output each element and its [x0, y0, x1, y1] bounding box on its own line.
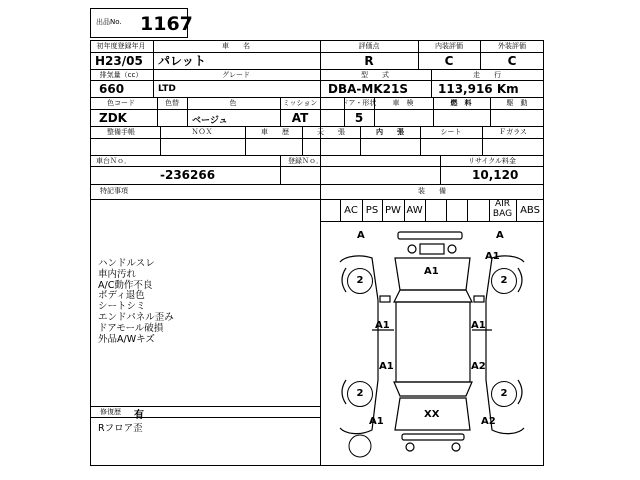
- year-label: 初年度登録年月: [96, 42, 146, 50]
- upholstery-label: 内 張: [376, 128, 404, 136]
- equipment-ac: AC: [344, 205, 358, 216]
- list-item: シートシミ: [98, 301, 146, 313]
- rule: [302, 126, 303, 155]
- nox-label: ＮＯＸ: [191, 128, 213, 136]
- damage-left-front-door: A1: [375, 320, 390, 331]
- front-bumper: [398, 232, 462, 239]
- lot-number-label: 出品No.: [96, 18, 122, 26]
- rr-wheel-marker: 2: [491, 381, 517, 407]
- rule: [433, 97, 434, 126]
- rule: [90, 138, 544, 139]
- rule: [153, 40, 154, 97]
- rule: [482, 126, 483, 155]
- list-item: 外品A/Wキズ: [98, 333, 155, 345]
- mileage-label: 走 行: [473, 71, 501, 79]
- rule: [90, 406, 320, 407]
- rear-window: [394, 382, 472, 396]
- list-item: エンドパネル歪み: [98, 311, 174, 323]
- rule: [90, 80, 544, 81]
- rule: [446, 199, 447, 221]
- rule: [90, 69, 544, 70]
- damage-front-right: A: [496, 230, 504, 241]
- rule: [420, 126, 421, 155]
- model-value: DBA-MK21S: [328, 82, 408, 96]
- lot-number: 1167: [140, 13, 193, 35]
- rule: [90, 97, 544, 98]
- equipment-ps: PS: [365, 205, 379, 216]
- damage-right-front-door: A1: [471, 320, 486, 331]
- rear-bumper: [402, 434, 464, 440]
- seat-label: シート: [440, 128, 462, 136]
- left-mirror: [380, 296, 390, 302]
- rr-wheel-arch: [518, 380, 522, 404]
- rule: [280, 155, 281, 184]
- equipment-abs: ABS: [520, 205, 540, 216]
- rule: [90, 126, 544, 127]
- rl-wheel-arch: [342, 380, 346, 404]
- car-damage-diagram: [320, 221, 544, 466]
- repair-note: Rフロア歪: [98, 423, 143, 434]
- rule: [245, 126, 246, 155]
- displacement-label: 排気量（cc）: [99, 71, 143, 79]
- damage-front-right-corner: A1: [485, 251, 500, 262]
- taillight-left: [406, 443, 414, 451]
- grille: [420, 244, 444, 254]
- rule: [440, 155, 441, 184]
- list-item: A/C動作不良: [98, 279, 153, 291]
- doors-value: 5: [354, 111, 364, 125]
- interior-score-value: C: [444, 54, 454, 68]
- color-code-value: ZDK: [99, 111, 127, 125]
- color-change-label: 色替: [165, 99, 179, 107]
- repair-history-label: 修復歴: [100, 408, 121, 416]
- drive-label: 駆 動: [506, 99, 528, 107]
- transmission-label: ミッション: [282, 99, 318, 107]
- history-label: 車 歴: [261, 128, 289, 136]
- color-code-label: 色コード: [107, 99, 135, 107]
- damage-rear-center: XX: [424, 409, 440, 420]
- rule: [160, 126, 161, 155]
- rule: [90, 166, 544, 167]
- equipment-airbag: AIR BAG: [492, 199, 513, 219]
- interior-score-label: 内装評価: [435, 42, 463, 50]
- year-value: H23/05: [95, 54, 143, 68]
- model-label: 型 式: [361, 71, 389, 79]
- recycle-fee-value: 10,120: [472, 168, 519, 182]
- equipment-aw: AW: [406, 205, 423, 216]
- damage-hood: A1: [424, 266, 439, 277]
- rule: [431, 69, 432, 97]
- color-value: ベージュ: [192, 116, 228, 126]
- rule: [157, 97, 158, 126]
- rule: [187, 97, 188, 126]
- rule: [490, 97, 491, 126]
- fl-wheel-arch: [342, 268, 346, 292]
- rl-wheel-marker: 2: [347, 381, 373, 407]
- displacement-value: 660: [99, 82, 125, 96]
- damage-left-rear-door: A1: [379, 361, 394, 372]
- repair-history-value: 有: [134, 410, 144, 421]
- taillight-right: [452, 443, 460, 451]
- fr-wheel-arch: [518, 268, 522, 292]
- rule: [425, 199, 426, 221]
- service-book-label: 整備手帳: [107, 128, 135, 136]
- list-item: 車内汚れ: [98, 268, 137, 280]
- transmission-value: AT: [291, 111, 309, 125]
- grade-label: グレード: [222, 71, 250, 79]
- list-item: ハンドルスレ: [98, 258, 155, 269]
- grade-value: LTD: [158, 84, 176, 94]
- color-label: 色: [229, 99, 237, 107]
- inspection-label: 車 検: [392, 99, 414, 107]
- rule: [280, 97, 281, 126]
- doors-label: ドア・形状: [341, 99, 377, 107]
- chassis-no-label: 車台Ｎｏ．: [96, 157, 131, 165]
- damage-rear-right: A2: [481, 416, 496, 427]
- front-glass-label: Ｆガラス: [499, 128, 527, 136]
- damage-front-left: A: [357, 230, 365, 241]
- car-name-value: パレット: [158, 54, 206, 68]
- remarks-label: 特記事項: [100, 187, 128, 195]
- mileage-value: 113,916 Km: [438, 82, 519, 96]
- chassis-no-value: -236266: [160, 168, 216, 182]
- rule: [90, 109, 544, 110]
- rule: [467, 199, 468, 221]
- list-item: ボディ退色: [98, 290, 145, 302]
- headlight-right: [448, 245, 456, 253]
- equipment-label: 装 備: [418, 187, 446, 195]
- damage-rear-left: A1: [369, 416, 384, 427]
- car-name-label: 車 名: [222, 42, 250, 50]
- rule: [360, 126, 361, 155]
- spare-tire-icon: [349, 435, 371, 457]
- score-value: R: [364, 54, 374, 68]
- rule: [90, 184, 544, 185]
- roof: [396, 302, 470, 382]
- right-mirror: [474, 296, 484, 302]
- equipment-pw: PW: [385, 205, 401, 216]
- rule: [90, 199, 544, 200]
- rule: [90, 155, 544, 156]
- fr-wheel-marker: 2: [491, 268, 517, 294]
- recycle-fee-label: リサイクル料金: [467, 157, 517, 165]
- fl-wheel-marker: 2: [347, 268, 373, 294]
- list-item: ドアモール破損: [98, 322, 164, 334]
- headliner-label: 天 張: [317, 128, 345, 136]
- score-label: 評価点: [358, 42, 380, 50]
- rule: [480, 40, 481, 69]
- exterior-score-label: 外装評価: [498, 42, 526, 50]
- rule: [90, 417, 320, 418]
- exterior-score-value: C: [507, 54, 517, 68]
- remarks-list: [98, 259, 174, 345]
- rule: [90, 52, 544, 53]
- windshield: [394, 290, 472, 302]
- rule: [418, 40, 419, 69]
- damage-right-rear-door: A2: [471, 361, 486, 372]
- registration-no-label: 登録Ｎｏ．: [288, 157, 323, 165]
- headlight-left: [408, 245, 416, 253]
- fuel-label: 燃 料: [450, 99, 472, 107]
